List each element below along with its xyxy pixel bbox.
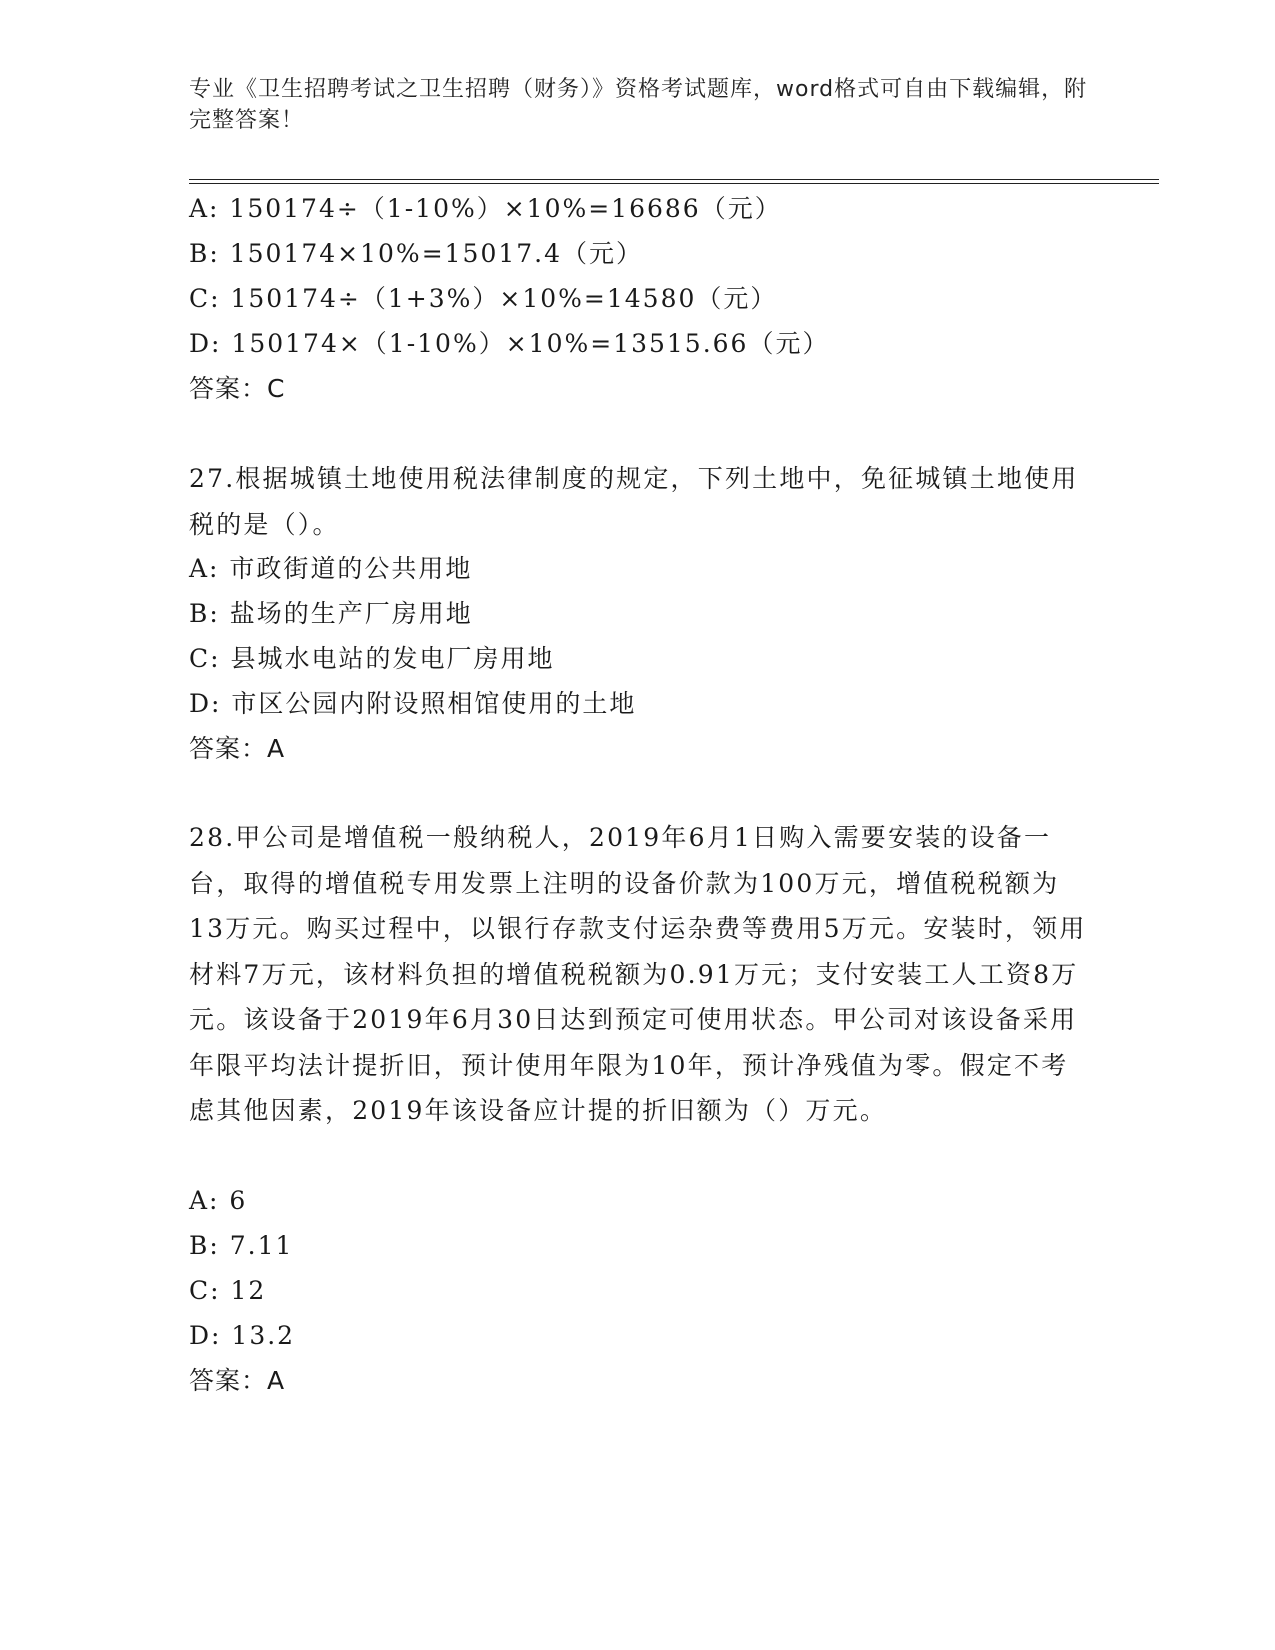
q28-option-b: B: 7.11 (189, 1231, 294, 1260)
q28-option-a: A: 6 (189, 1186, 248, 1215)
document-header: 专业《卫生招聘考试之卫生招聘（财务）》资格考试题库，word格式可自由下载编辑，附完整答案！ (189, 77, 1088, 133)
q28-stem: 28.甲公司是增值税一般纳税人，2019年6月1日购入需要安装的设备一台，取得的增值税专用发票上注明的设备价款为100万元，增值税税额为13万元。购买过程中，以银行存款支付运杂费等费用5万元。安装时，领用材料7万元，该材料负担的增值税税额为0.91万元；支付安装工人工资8万元。该设备于2019年6月30日达到预定可使用状态。甲公司对该设备采用年限平均法计提折旧，预计使用年限为10年，预计净残值为零。假定不考虑其他因素，2019年该设备应计提的折旧额为（）万元。 (189, 823, 1087, 1125)
q27-option-c: C: 县城水电站的发电厂房用地 (189, 644, 555, 673)
q28-answer: 答案：A (189, 1366, 286, 1395)
q28-option-d: D: 13.2 (189, 1321, 296, 1350)
q27-option-d: D: 市区公园内附设照相馆使用的土地 (189, 689, 637, 718)
q26-option-c: C: 150174÷（1+3%）×10%=14580（元） (189, 284, 778, 313)
q28-option-c: C: 12 (189, 1276, 267, 1305)
header-divider (189, 179, 1159, 184)
q27-stem: 27.根据城镇土地使用税法律制度的规定，下列土地中，免征城镇土地使用税的是（）。 (189, 464, 1079, 539)
q26-option-a: A: 150174÷（1-10%）×10%=16686（元） (189, 194, 782, 223)
q27-option-b: B: 盐场的生产厂房用地 (189, 599, 473, 628)
q27-answer: 答案：A (189, 734, 286, 763)
q26-answer: 答案：C (189, 374, 286, 403)
q26-option-b: B: 150174×10%=15017.4（元） (189, 239, 644, 268)
q26-option-d: D: 150174×（1-10%）×10%=13515.66（元） (189, 329, 830, 358)
q27-option-a: A: 市政街道的公共用地 (189, 554, 473, 583)
